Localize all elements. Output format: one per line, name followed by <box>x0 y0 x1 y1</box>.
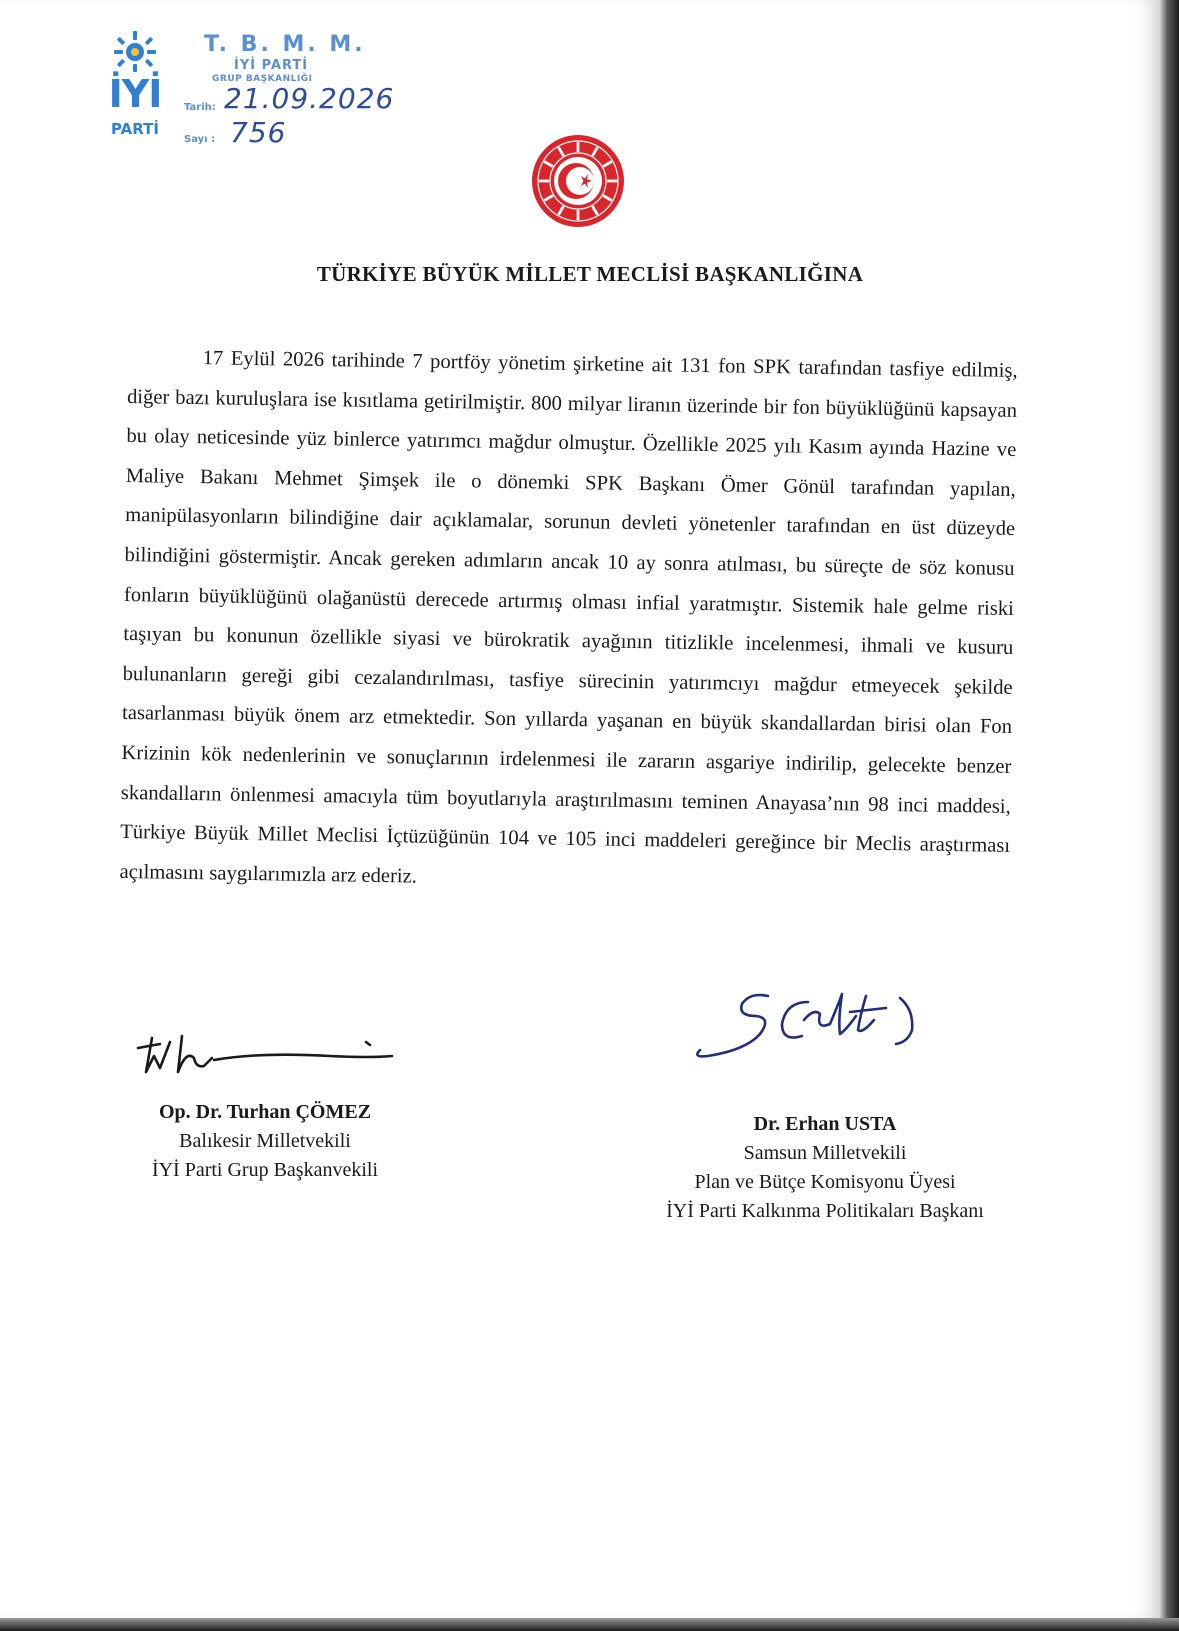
party-logo <box>100 28 170 148</box>
page-bottom-shadow <box>0 1618 1179 1631</box>
stamp-number-label: Sayı : <box>184 134 216 145</box>
signature-left <box>130 1028 410 1086</box>
party-logo-sub: PARTİ <box>111 120 159 138</box>
stamp-date-label: Tarih: <box>184 102 216 113</box>
signer-right-role-2: Plan ve Bütçe Komisyonu Üyesi <box>694 1171 956 1193</box>
stamp-line-2: İYİ PARTİ <box>234 58 309 73</box>
sun-icon <box>100 28 170 74</box>
stamp-line-1: T. B. M. M. <box>204 32 366 57</box>
stamp-line-3: GRUP BAŞKANLIĞI <box>212 74 313 84</box>
stamp-date-value: 21.09.2026 <box>224 82 395 115</box>
signer-left-role-2: İYİ Parti Grup Başkanvekili <box>151 1159 379 1181</box>
party-logo-word: İYİ <box>108 72 162 116</box>
signer-right <box>630 1110 1020 1226</box>
signer-right-name: Dr. Erhan USTA <box>753 1113 897 1135</box>
tbmm-emblem-icon <box>530 133 626 229</box>
document-title: TÜRKİYE BÜYÜK MİLLET MECLİSİ BAŞKANLIĞINA <box>316 262 864 286</box>
incoming-stamp <box>184 30 428 150</box>
signer-left <box>120 1098 410 1185</box>
signer-right-role-3: İYİ Parti Kalkınma Politikaları Başkanı <box>666 1200 984 1222</box>
signature-right <box>690 990 950 1070</box>
page-edge-shadow <box>1160 0 1179 1631</box>
stamp-number-value: 756 <box>230 116 287 149</box>
signer-left-role-1: Balıkesir Milletvekili <box>179 1130 351 1152</box>
document-body: 17 Eylül 2026 tarihinde 7 portföy yönetim şirketine ait 131 fon SPK tarafından tasfiye edilmiş, diğer bazı kuruluşlara ise kısıtlama getirilmiştir. 800 milyar liranın üzerinde bir fon büyüklüğünü kapsayan bu olay neticesinde yüz binlerce yatırımcı mağdur olmuştur. Özellikle 2025 yılı Kasım ayında Hazine ve Maliye Bakanı Mehmet Şimşek ile o dönemki SPK Başkanı Ömer Gönül tarafından yapılan, manipülasyonların bilindiğine dair açıklamalar, sorunun devleti yönetenler tarafından en üst düzeyde bilindiğini göstermiştir. Ancak gereken adımların ancak 10 ay sonra atılması, bu süreçte de söz konusu fonların büyüklüğünü olağanüstü derecede artırmış olması infial yaratmıştır. Sistemik hale gelme riski taşıyan bu konunun özellikle siyasi ve bürokratik ayağının titizlikle incelenmesi, ihmali ve kusuru bulunanların gereği gibi cezalandırılması, tasfiye sürecinin yatırımcıyı mağdur etmeyecek şekilde tasarlanması büyük önem arz etmektedir. Son yıllarda yaşanan en büyük skandallardan birisi olan Fon Krizinin kök nedenlerinin ve sonuçlarının irdelenmesi ile zararın asgariye indirilip, gelecekte benzer skandalların önlenmesi amacıyla tüm boyutlarıyla araştırılmasını teminen Anayasa’nın 98 inci maddesi, Türkiye Büyük Millet Meclisi İçtüzüğünün 104 ve 105 inci maddeleri gereğince bir Meclis araştırması açılmasını saygılarımızla arz ederiz. <box>119 347 1018 888</box>
signer-left-name: Op. Dr. Turhan ÇÖMEZ <box>158 1101 372 1123</box>
signer-right-role-1: Samsun Milletvekili <box>743 1142 907 1164</box>
